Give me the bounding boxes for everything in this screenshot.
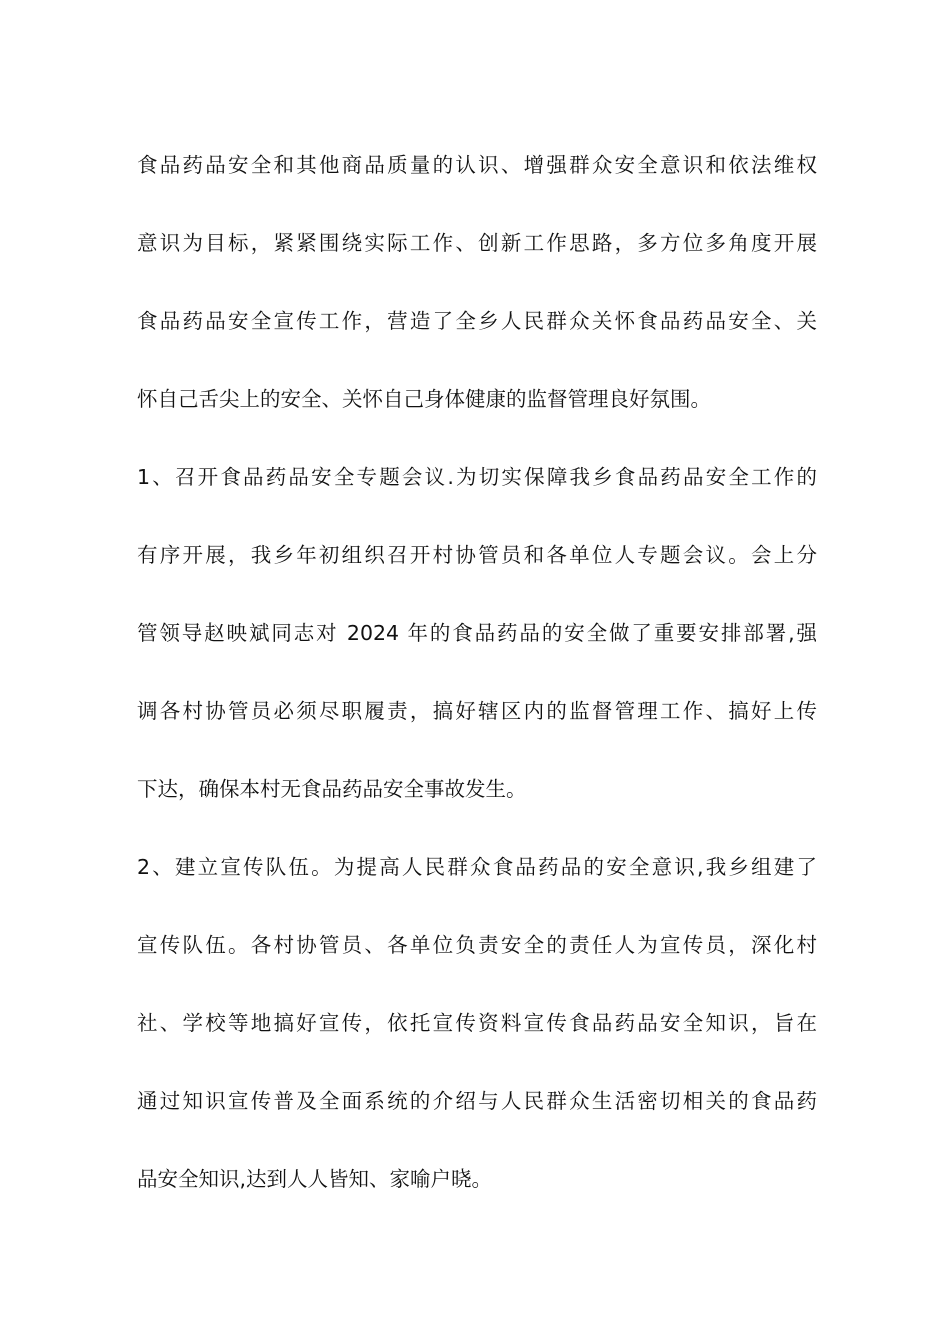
text-line: 2、建立宣传队伍。为提高人民群众食品药品的安全意识,我乡组建了 [137, 855, 817, 879]
text-line: 通过知识宣传普及全面系统的介绍与人民群众生活密切相关的食品药 [137, 1089, 817, 1113]
text-line: 食品药品安全宣传工作，营造了全乡人民群众关怀食品药品安全、关 [137, 309, 817, 333]
text-line: 调各村协管员必须尽职履责，搞好辖区内的监督管理工作、搞好上传 [137, 699, 817, 723]
text-line: 有序开展，我乡年初组织召开村协管员和各单位人专题会议。会上分 [137, 543, 817, 567]
text-line: 宣传队伍。各村协管员、各单位负责安全的责任人为宣传员，深化村 [137, 933, 817, 957]
text-line: 管领导赵映斌同志对 2024 年的食品药品的安全做了重要安排部署,强 [137, 621, 817, 645]
text-line: 社、学校等地搞好宣传，依托宣传资料宣传食品药品安全知识，旨在 [137, 1011, 817, 1035]
text-line: 意识为目标，紧紧围绕实际工作、创新工作思路，多方位多角度开展 [137, 231, 817, 255]
text-line: 食品药品安全和其他商品质量的认识、增强群众安全意识和依法维权 [137, 153, 817, 177]
text-line: 品安全知识,达到人人皆知、家喻户晓。 [137, 1167, 493, 1191]
text-line: 1、召开食品药品安全专题会议.为切实保障我乡食品药品安全工作的 [137, 465, 817, 489]
text-line: 怀自己舌尖上的安全、关怀自己身体健康的监督管理良好氛围。 [137, 387, 711, 411]
text-line: 下达，确保本村无食品药品安全事故发生。 [137, 777, 527, 801]
